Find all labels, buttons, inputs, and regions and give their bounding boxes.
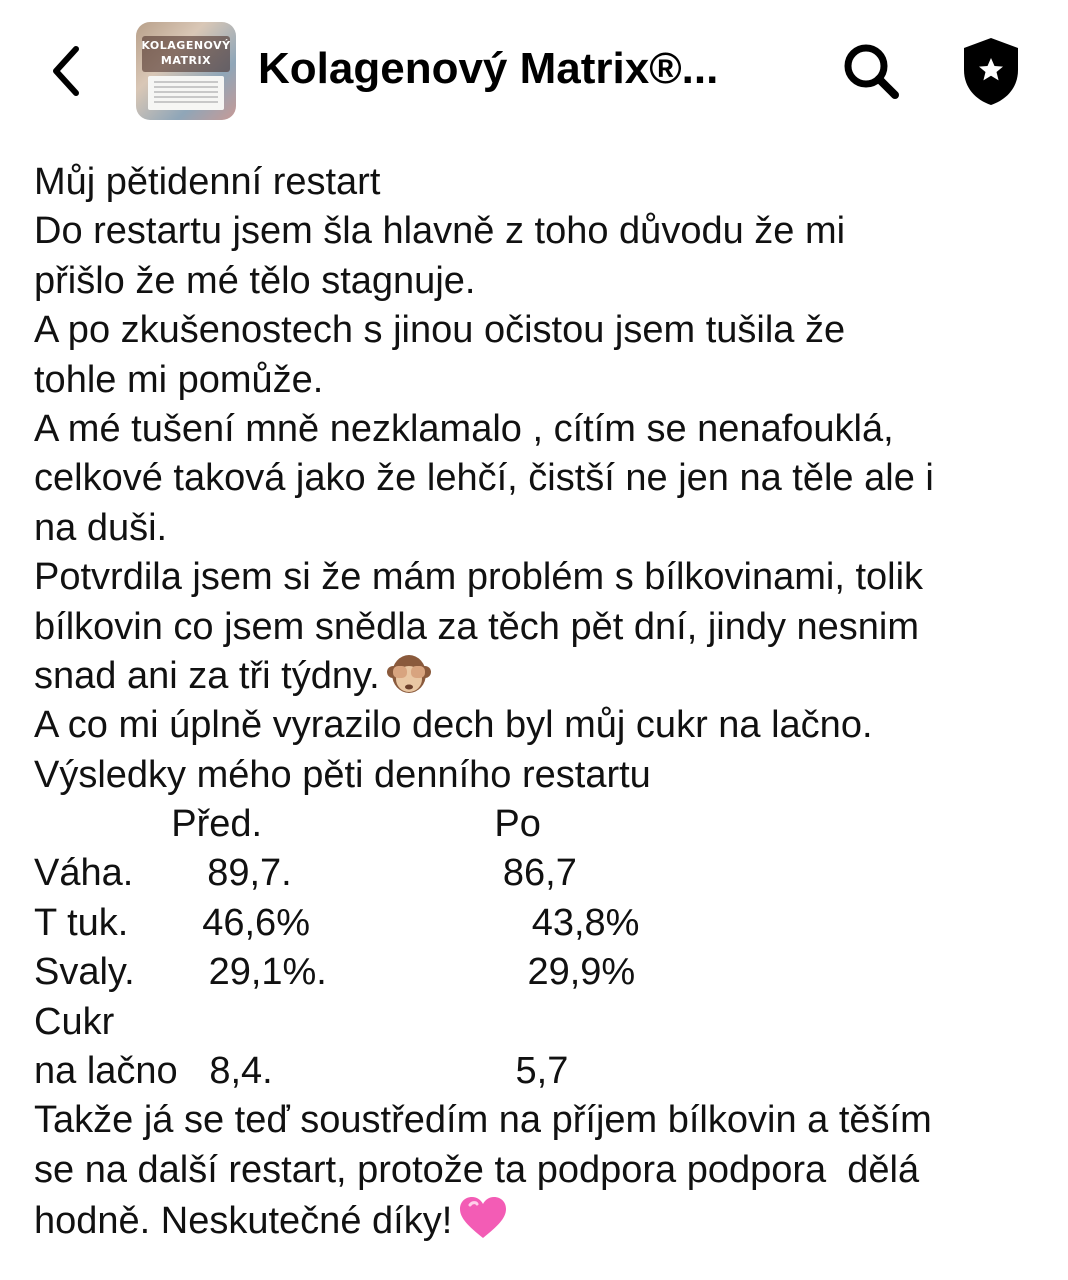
post-line-with-emoji	[34, 652, 1044, 701]
post-body	[34, 158, 1044, 1245]
post-line: Můj pětidenní restart	[34, 161, 381, 203]
post-line: A po zkušenostech s jinou očistou jsem tušila že	[34, 309, 846, 352]
post-line-text: snad ani za tři týdny.	[34, 654, 380, 697]
results-row-sugar: na lačno 8,4. 5,7	[34, 1050, 569, 1093]
thumbnail-paper	[148, 76, 224, 110]
shield-star-icon	[956, 34, 1026, 108]
post-line: A co mi úplně vyrazilo dech byl můj cukr na lačno.	[34, 704, 873, 747]
search-icon	[838, 38, 904, 104]
post-line: tohle mi pomůže.	[34, 358, 324, 401]
search-button[interactable]	[838, 38, 904, 104]
results-row-weight: Váha. 89,7. 86,7	[34, 852, 577, 895]
group-title[interactable]: Kolagenový Matrix®...	[258, 44, 719, 93]
post-line: na duši.	[34, 506, 168, 549]
chevron-left-icon	[46, 41, 86, 101]
thumbnail-text-line2: MATRIX	[160, 54, 212, 67]
post-line: A mé tušení mně nezklamalo , cítím se nenafouklá,	[34, 407, 894, 450]
post-line: přišlo že mé tělo stagnuje.	[34, 259, 476, 302]
thumbnail-text-line1: KOLAGENOVÝ	[141, 39, 231, 52]
results-row-muscle: Svaly. 29,1%. 29,9%	[34, 951, 636, 994]
post-line-text: hodně. Neskutečné díky!	[34, 1200, 453, 1243]
post-line: se na další restart, protože ta podpora podpora dělá	[34, 1148, 920, 1191]
results-header-row: Před. Po	[34, 803, 541, 846]
pink-heart-emoji	[458, 1195, 508, 1254]
results-row-fat: T tuk. 46,6% 43,8%	[34, 901, 640, 944]
back-button[interactable]	[40, 40, 92, 102]
post-line: Výsledky mého pěti denního restartu	[34, 753, 651, 796]
post-line: Takže já se teď soustředím na příjem bílkovin a těším	[34, 1099, 932, 1142]
post-line: bílkovin co jsem snědla za těch pět dní, jindy nesnim	[34, 605, 920, 648]
group-thumbnail[interactable]	[136, 22, 236, 120]
post-line-with-emoji	[34, 1195, 1044, 1244]
post-line: Do restartu jsem šla hlavně z toho důvodu že mi	[34, 210, 846, 253]
results-row-sugar-label: Cukr	[34, 1000, 115, 1043]
header-bar	[0, 0, 1068, 145]
admin-badge-button[interactable]	[956, 34, 1026, 108]
post-line: celkové taková jako že lehčí, čistší ne jen na těle ale i	[34, 457, 934, 500]
post-line: Potvrdila jsem si že mám problém s bílkovinami, tolik	[34, 556, 924, 599]
